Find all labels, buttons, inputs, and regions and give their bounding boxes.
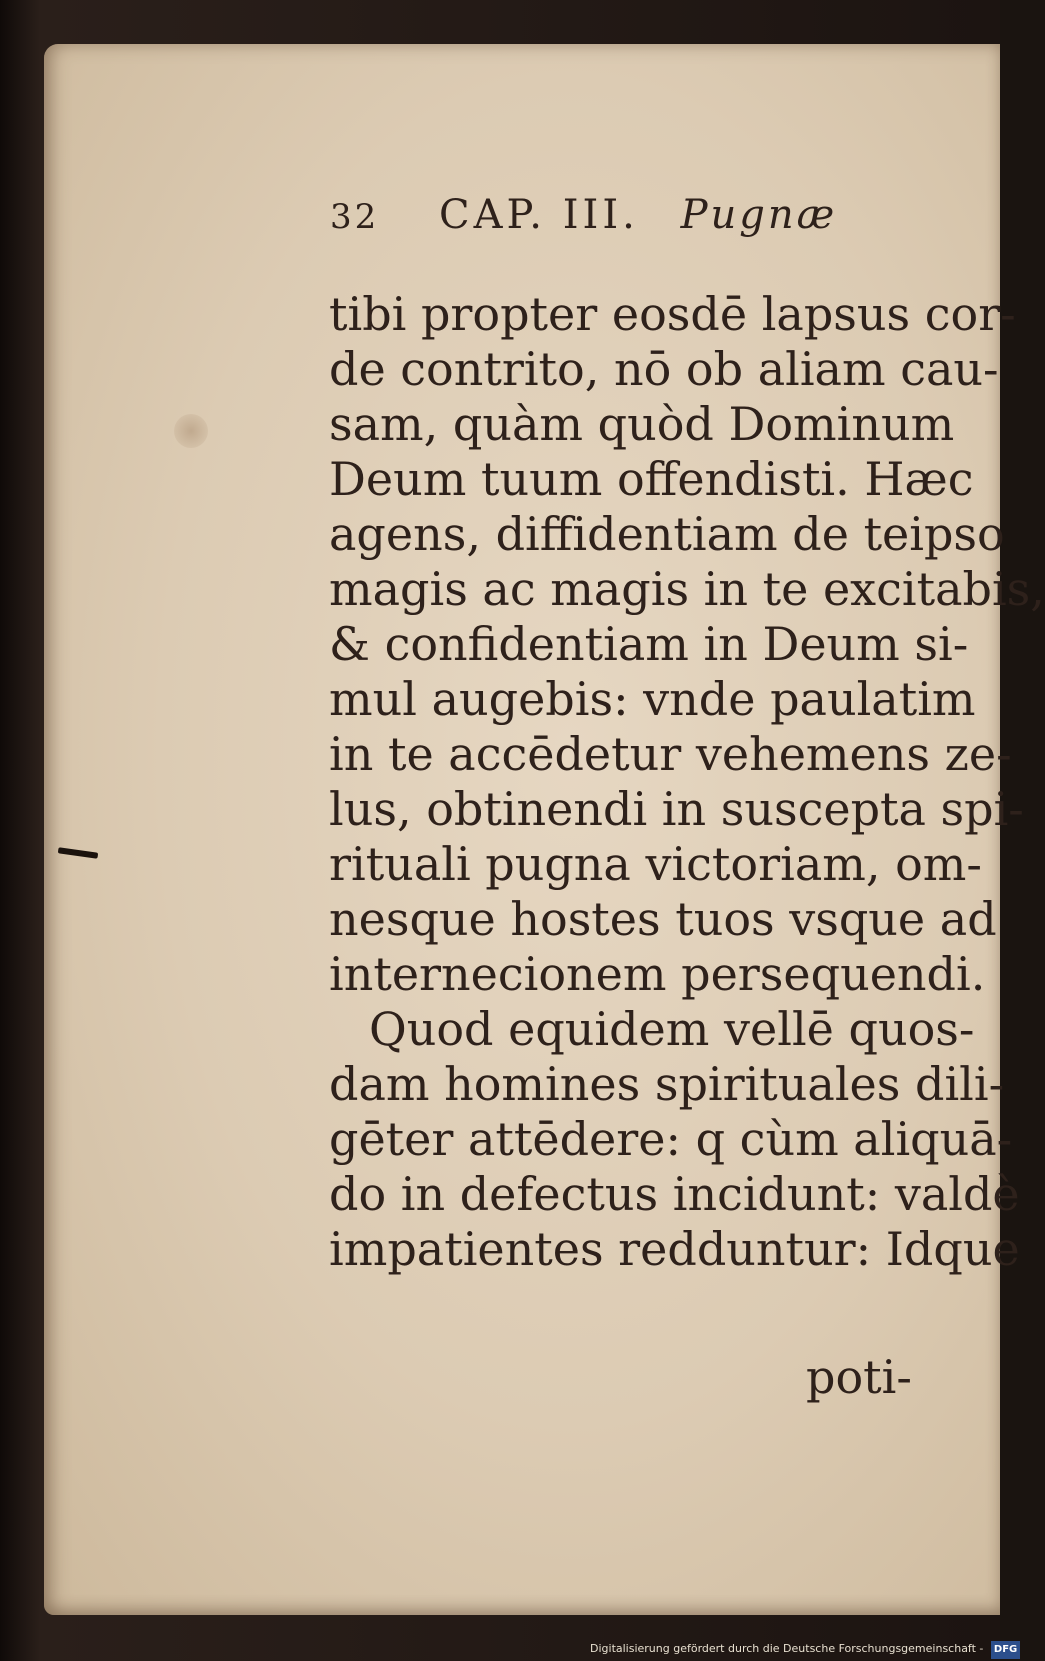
text-line: nesque hostes tuos vsque ad: [329, 892, 997, 946]
text-line: do in defectus incidunt: valdè: [329, 1167, 1020, 1221]
text-line: impatientes redduntur: Idque: [329, 1222, 1020, 1276]
text-line: internecionem persequendi.: [329, 947, 986, 1001]
page-text: [44, 44, 1045, 1615]
running-title: Pugnæ: [680, 192, 838, 238]
page-number: 32: [330, 197, 380, 237]
digitization-credit: [590, 1640, 1018, 1658]
chapter-label: CAP. III.: [438, 192, 639, 238]
text-line: rituali pugna victoriam, om-: [329, 837, 982, 891]
text-line: Deum tuum offendisti. Hæc: [329, 452, 974, 506]
credit-text: Digitalisierung gefördert durch die Deutsche Forschungsgemeinschaft -: [590, 1642, 984, 1655]
text-line: & confidentiam in Deum si-: [329, 617, 969, 671]
running-header: [330, 192, 930, 262]
text-line: agens, diffidentiam de teipso: [329, 507, 1005, 561]
text-line: lus, obtinendi in suscepta spi-: [329, 782, 1024, 836]
text-line: de contrito, nō ob aliam cau-: [329, 342, 999, 396]
dfg-logo-icon: DFG: [991, 1641, 1020, 1659]
text-line: magis ac magis in te excitabis,: [329, 562, 1045, 616]
text-line: Quod equidem vellē quos-: [369, 1002, 975, 1056]
text-line: dam homines spirituales dili-: [329, 1057, 1005, 1111]
text-line: tibi propter eosdē lapsus cor-: [329, 287, 1016, 341]
text-line: in te accēdetur vehemens ze-: [329, 727, 1012, 781]
catchword: poti-: [806, 1350, 912, 1404]
text-line: gēter attēdere: q cùm aliquā-: [329, 1112, 1013, 1166]
text-line: sam, quàm quòd Dominum: [329, 397, 955, 451]
text-line: mul augebis: vnde paulatim: [329, 672, 976, 726]
book-page: [44, 44, 1045, 1615]
